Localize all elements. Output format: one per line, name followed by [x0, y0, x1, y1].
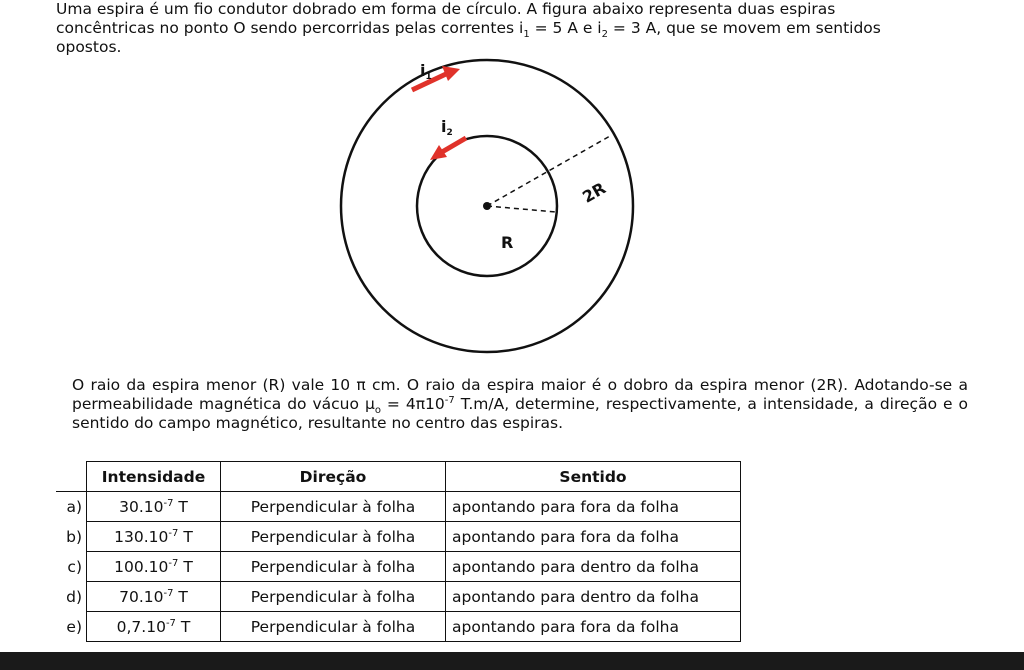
option-label[interactable]: c): [56, 552, 87, 582]
question-text: O raio da espira menor (R) vale 10 π cm. O raio da espira maior é o dobro da espira menor (2R). Adotando-se a permeabilidade magnética do vácuo $\mu_o = 4\pi 10^{-7}$ T.m/A, determine, respectivamente, a intensidade, a direção e o sentido do campo magnético, resultante no centro das espiras.: [72, 376, 968, 432]
direcao-cell: Perpendicular à folha: [221, 582, 446, 612]
option-label[interactable]: a): [56, 492, 87, 522]
table-row[interactable]: [56, 552, 741, 582]
table-row[interactable]: [56, 492, 741, 522]
concentric-loops-figure: [320, 56, 660, 366]
intro-text: [56, 0, 968, 57]
table-header-row: [56, 462, 741, 492]
sentido-cell: apontando para dentro da folha: [446, 552, 741, 582]
intensidade-cell: $30.10^{-7}$ T: [87, 492, 221, 522]
label-2R: 2R: [579, 178, 609, 207]
intensidade-cell: $70.10^{-7}$ T: [87, 582, 221, 612]
direcao-cell: Perpendicular à folha: [221, 522, 446, 552]
label-i2: i2: [441, 117, 453, 138]
label-R: R: [501, 233, 514, 252]
intro-line-1: Uma espira é um fio condutor dobrado em forma de círculo. A figura abaixo representa duas espiras: [56, 0, 836, 18]
answer-options-table: [56, 461, 741, 642]
header-blank: [56, 462, 87, 492]
radius-R-line: [487, 206, 556, 212]
header-sentido: Sentido: [446, 462, 741, 492]
intensidade-cell: $100.10^{-7}$ T: [87, 552, 221, 582]
direcao-cell: Perpendicular à folha: [221, 552, 446, 582]
intro-line-2: concêntricas no ponto O sendo percorridas pelas correntes $i_1 = 5$ A e $i_2 = 3$ A, que se movem em sentidos: [56, 19, 881, 41]
direcao-cell: Perpendicular à folha: [221, 612, 446, 642]
header-intensidade: Intensidade: [87, 462, 221, 492]
sentido-cell: apontando para dentro da folha: [446, 582, 741, 612]
sentido-cell: apontando para fora da folha: [446, 522, 741, 552]
intensidade-cell: $130.10^{-7}$ T: [87, 522, 221, 552]
sentido-cell: apontando para fora da folha: [446, 612, 741, 642]
direcao-cell: Perpendicular à folha: [221, 492, 446, 522]
intensidade-cell: $0,7.10^{-7}$ T: [87, 612, 221, 642]
sentido-cell: apontando para fora da folha: [446, 492, 741, 522]
option-label[interactable]: b): [56, 522, 87, 552]
intro-line-3: opostos.: [56, 38, 122, 56]
i2-arrow: [430, 138, 466, 160]
option-label[interactable]: e): [56, 612, 87, 642]
header-direcao: Direção: [221, 462, 446, 492]
table-row[interactable]: [56, 522, 741, 552]
table-row[interactable]: [56, 612, 741, 642]
option-label[interactable]: d): [56, 582, 87, 612]
table-row[interactable]: [56, 582, 741, 612]
label-i1: i1: [420, 61, 432, 82]
